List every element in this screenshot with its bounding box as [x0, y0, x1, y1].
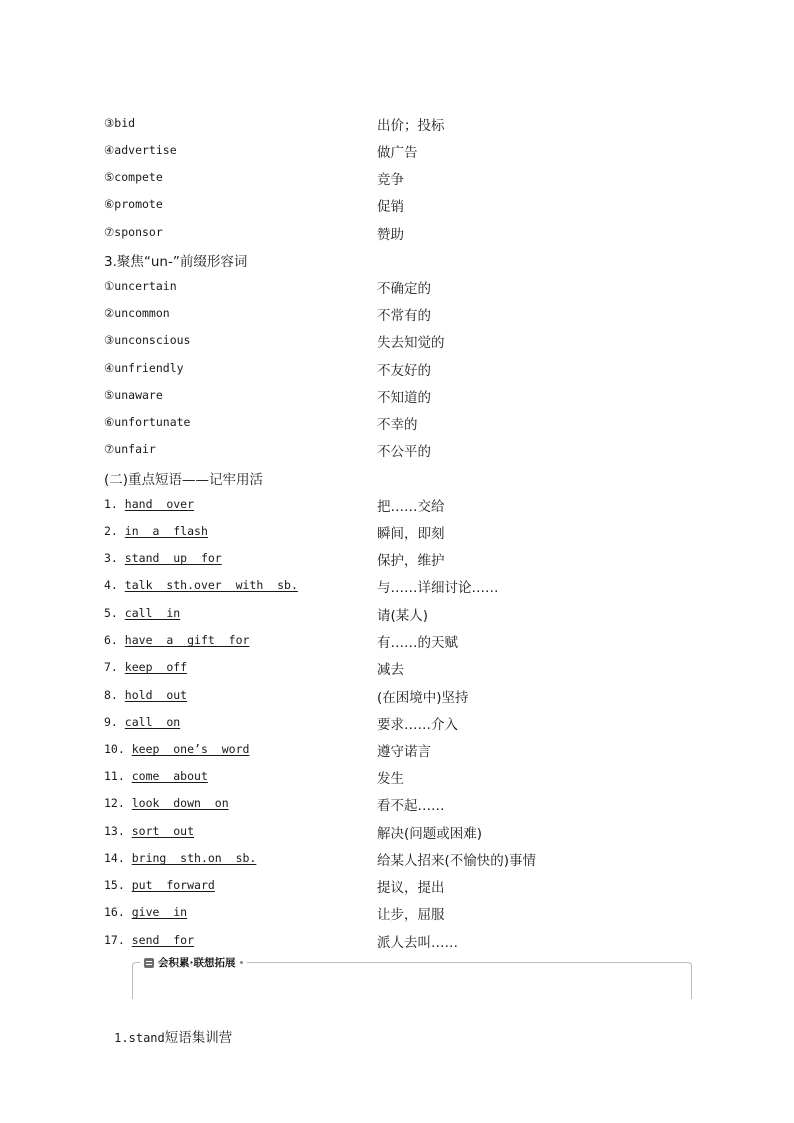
phrase-en: [104, 551, 222, 565]
phrase-meaning: 请(某人): [377, 608, 429, 624]
phrase-text: put forward: [131, 878, 215, 892]
phrase-meaning: 遵守诺言: [377, 744, 431, 760]
vocab-meaning: 不常有的: [377, 308, 431, 324]
subsection-heading: [104, 1007, 232, 1046]
phrase-number: 7.: [104, 660, 118, 674]
vocab-word: ③bid: [104, 116, 136, 130]
phrase-number: 15.: [104, 878, 125, 892]
vocab-meaning: 促销: [377, 199, 404, 215]
vocab-word: ①uncertain: [104, 279, 177, 293]
phrase-number: 12.: [104, 796, 125, 810]
phrase-en: [104, 796, 229, 810]
phrase-number: 10.: [104, 742, 125, 756]
vocab-meaning: 做广告: [377, 145, 418, 161]
phrase-meaning: (在困境中)坚持: [377, 690, 469, 706]
phrase-en: [104, 497, 194, 511]
vocab-row: [104, 413, 704, 433]
phrase-text: bring sth.on sb.: [131, 851, 257, 865]
phrase-en: [104, 524, 208, 538]
vocab-word: ⑦sponsor: [104, 225, 163, 239]
phrase-en: [104, 851, 256, 865]
phrase-meaning: 看不起……: [377, 798, 445, 814]
phrase-en: [104, 905, 187, 919]
phrase-text: look down on: [131, 796, 229, 810]
vocab-row: [104, 331, 704, 351]
phrase-en: [104, 824, 194, 838]
phrase-meaning: 让步，屈服: [377, 907, 445, 923]
phrase-text: sort out: [131, 824, 195, 838]
phrase-en: [104, 578, 298, 592]
phrase-row: [104, 549, 704, 569]
phrase-number: 17.: [104, 933, 125, 947]
phrase-en: [104, 742, 249, 756]
phrase-row: [104, 822, 704, 842]
vocab-row: [104, 114, 704, 134]
phrase-number: 4.: [104, 578, 118, 592]
phrase-text: in a flash: [124, 524, 208, 538]
subsection-number: 1.stand: [114, 1031, 165, 1045]
phrase-row: [104, 876, 704, 896]
phrase-number: 5.: [104, 606, 118, 620]
vocab-word: ④advertise: [104, 143, 177, 157]
phrase-meaning: 把……交给: [377, 499, 445, 515]
phrase-meaning: 与……详细讨论……: [377, 580, 499, 596]
phrase-en: [104, 933, 194, 947]
phrase-text: call in: [124, 606, 181, 620]
list-icon: [144, 958, 154, 968]
vocab-word: ④unfriendly: [104, 361, 184, 375]
phrase-text: give in: [131, 905, 188, 919]
phrase-text: hand over: [124, 497, 195, 511]
phrase-meaning: 要求……介入: [377, 717, 458, 733]
vocab-row: [104, 277, 704, 297]
vocab-word: ⑥promote: [104, 197, 163, 211]
expansion-box-title: 会积累·联想拓展: [158, 957, 236, 969]
phrase-row: [104, 931, 704, 951]
phrase-row: [104, 740, 704, 760]
vocab-row: [104, 440, 704, 460]
expansion-box-label: [140, 955, 247, 970]
phrase-row: [104, 604, 704, 624]
phrase-text: call on: [124, 715, 181, 729]
phrase-text: keep one’s word: [131, 742, 250, 756]
phrase-row: [104, 767, 704, 787]
phrase-text: hold out: [124, 688, 188, 702]
phrase-en: [104, 606, 180, 620]
phrase-number: 6.: [104, 633, 118, 647]
phrase-number: 9.: [104, 715, 118, 729]
vocab-meaning: 不知道的: [377, 390, 431, 406]
phrase-en: [104, 715, 180, 729]
subsection-title: 短语集训营: [164, 1030, 233, 1046]
phrase-number: 1.: [104, 497, 118, 511]
vocab-row: [104, 386, 704, 406]
phrase-row: [104, 658, 704, 678]
vocab-word: ②uncommon: [104, 306, 170, 320]
phrase-row: [104, 686, 704, 706]
vocab-meaning: 竞争: [377, 172, 404, 188]
phrase-en: [104, 878, 215, 892]
vocab-word: ⑥unfortunate: [104, 415, 191, 429]
phrase-row: [104, 495, 704, 515]
vocab-word: ⑤compete: [104, 170, 163, 184]
vocab-meaning: 不幸的: [377, 417, 418, 433]
vocab-meaning: 不确定的: [377, 281, 431, 297]
phrase-meaning: 保护，维护: [377, 553, 445, 569]
phrase-row: [104, 576, 704, 596]
phrase-meaning: 发生: [377, 771, 404, 787]
vocab-row: [104, 304, 704, 324]
phrase-number: 2.: [104, 524, 118, 538]
vocab-meaning: 不友好的: [377, 363, 431, 379]
phrase-meaning: 提议，提出: [377, 880, 445, 896]
phrase-number: 13.: [104, 824, 125, 838]
section-heading: (二)重点短语——记牢用活: [104, 472, 264, 488]
phrase-en: [104, 688, 187, 702]
phrase-text: talk sth.over with sb.: [124, 578, 298, 592]
phrase-meaning: 派人去叫……: [377, 935, 458, 951]
phrase-row: [104, 713, 704, 733]
vocab-word: ⑤unaware: [104, 388, 163, 402]
phrase-en: [104, 660, 187, 674]
phrase-number: 11.: [104, 769, 125, 783]
phrase-number: 16.: [104, 905, 125, 919]
phrase-text: have a gift for: [124, 633, 250, 647]
phrase-number: 14.: [104, 851, 125, 865]
phrase-meaning: 解决(问题或困难): [377, 826, 483, 842]
phrase-row: [104, 631, 704, 651]
vocab-row: [104, 195, 704, 215]
vocab-word: ③unconscious: [104, 333, 191, 347]
vocab-row: [104, 359, 704, 379]
dot-icon: [240, 961, 243, 964]
vocab-word: ⑦unfair: [104, 442, 156, 456]
phrase-text: stand up for: [124, 551, 222, 565]
vocab-row: [104, 223, 704, 243]
phrase-text: come about: [131, 769, 208, 783]
vocab-meaning: 赞助: [377, 227, 404, 243]
vocab-row: [104, 141, 704, 161]
phrase-en: [104, 769, 208, 783]
phrase-meaning: 减去: [377, 662, 404, 678]
section-heading: 3.聚焦“un-”前缀形容词: [104, 254, 248, 270]
phrase-meaning: 给某人招来(不愉快的)事情: [377, 853, 537, 869]
vocab-meaning: 出价；投标: [377, 118, 445, 134]
phrase-row: [104, 849, 704, 869]
phrase-row: [104, 522, 704, 542]
phrase-meaning: 瞬间，即刻: [377, 526, 445, 542]
phrase-text: send for: [131, 933, 195, 947]
phrase-row: [104, 794, 704, 814]
phrase-number: 3.: [104, 551, 118, 565]
phrase-en: [104, 633, 249, 647]
phrase-text: keep off: [124, 660, 188, 674]
phrase-meaning: 有……的天赋: [377, 635, 458, 651]
vocab-meaning: 不公平的: [377, 444, 431, 460]
phrase-number: 8.: [104, 688, 118, 702]
phrase-row: [104, 903, 704, 923]
vocab-meaning: 失去知觉的: [377, 335, 445, 351]
vocab-row: [104, 168, 704, 188]
